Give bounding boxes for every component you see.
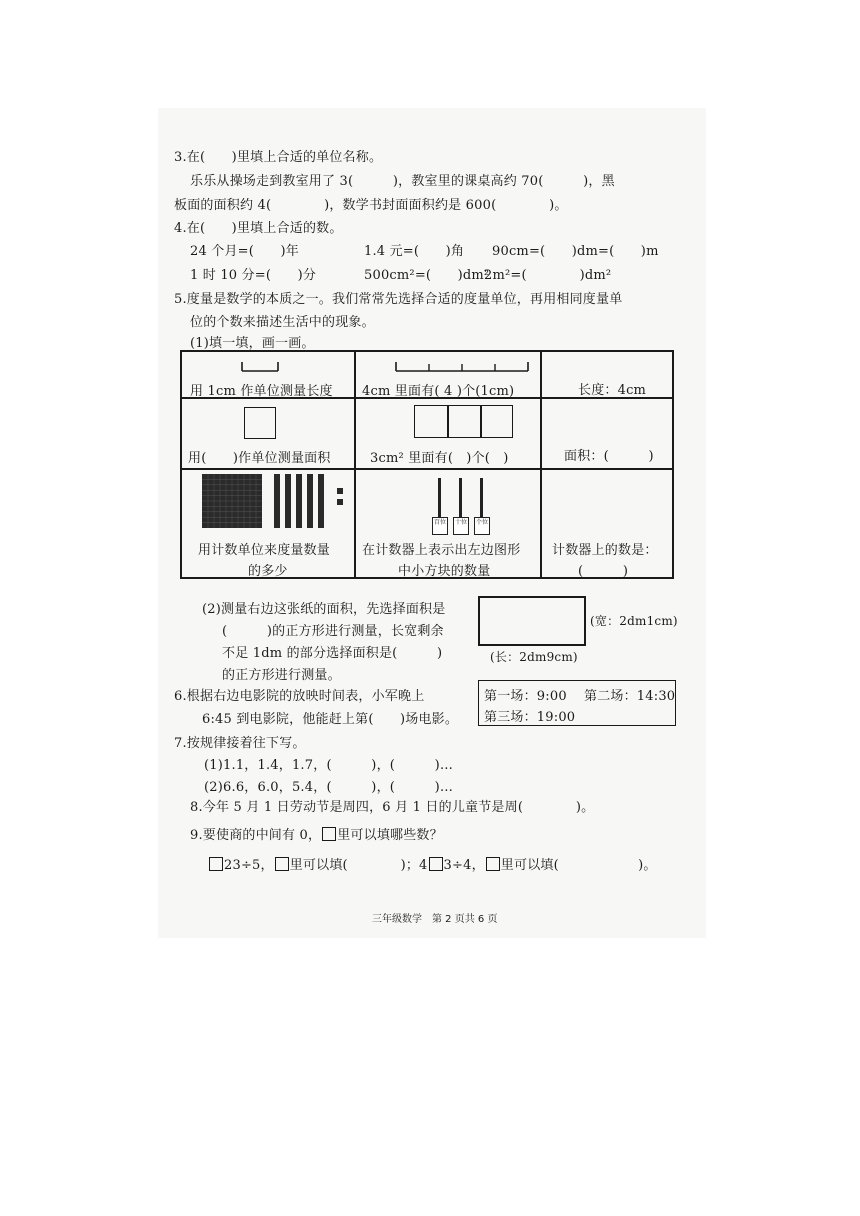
q3-title: 3.在( )里填上合适的单位名称。 [174,150,383,165]
q9-title [190,824,443,843]
table-r3c2a: 在计数器上表示出左边图形 [362,543,521,558]
q7-sequence-1: (1)1.1，1.4，1.7，( )，( )… [204,758,454,773]
q8-text: 8.今年 5 月 1 日劳动节是周四，6 月 1 日的儿童节是周( )。 [190,800,595,815]
abacus-rod-hundreds [438,478,441,518]
abacus-label-hundreds: 百位 [432,517,448,535]
table-r2c2: 3cm² 里面有( )个( ) [370,451,509,466]
q4-item-m2: 2m²=( )dm² [484,268,612,283]
ten-rods [274,474,324,528]
q4-title: 4.在( )里填上合适的数。 [174,221,343,236]
q4-item-hours: 1 时 10 分=( )分 [190,268,317,283]
q9-expr1: 23÷5， [224,858,274,873]
rectangle-divider [480,405,482,438]
table-r1c2: 4cm 里面有( 4 )个(1cm) [362,384,515,399]
q7-sequence-2: (2)6.6，6.0，5.4，( )，( )… [204,780,454,795]
paper-length-label: (长：2dm9cm) [490,650,578,664]
q5-sub2-line2: ( )的正方形进行测量，长宽剩余 [222,624,444,639]
blank-box-icon [209,857,223,871]
table-r1c3: 长度：4cm [578,383,647,398]
q4-item-yuan: 1.4 元=( )角 [364,244,465,259]
one-cm2-square [244,407,276,439]
q5-sub2-line1: (2)测量右边这张纸的面积，先选择面积是 [202,602,446,617]
q9-expressions [208,854,657,873]
table-r2c3: 面积：( ) [564,449,654,464]
q5-sub2-line3: 不足 1dm 的部分选择面积是( ) [222,646,443,661]
abacus-label-ones: 个位 [474,517,490,535]
q5-intro-line2: 位的个数来描述生活中的现象。 [190,315,375,330]
blank-box-icon [275,857,289,871]
table-row-divider [180,468,674,470]
table-col-divider [354,350,356,579]
page-footer: 三年级数学 第 2 页共 6 页 [372,914,498,925]
q7-title: 7.按规律接着往下写。 [174,736,306,751]
blank-box-icon [486,857,500,871]
table-r2c1: 用( )作单位测量面积 [188,451,331,466]
table-col-divider [540,350,542,579]
showtime-1: 第一场：9:00 [484,689,567,704]
table-r3c3a: 计数器上的数是： [552,543,658,558]
showtime-2: 第二场：14:30 [584,689,676,704]
table-r3c1a: 用计数单位来度量数量 [198,543,331,558]
rectangle-divider [447,405,449,438]
q6-line1: 6.根据右边电影院的放映时间表，小军晚上 [174,689,425,704]
three-cm2-rectangle [414,405,513,438]
blank-box-icon [322,827,336,841]
abacus-rod-ones [480,478,483,518]
abacus-label-tens: 十位 [453,517,469,535]
q9-expr2: 3÷4， [443,858,485,873]
one-cm-segment [240,360,280,374]
q9-title-part1: 9.要使商的中间有 0， [190,828,322,843]
hundred-block [202,474,262,528]
q4-item-months: 24 个月=( )年 [190,244,299,259]
table-r3c1b: 的多少 [248,564,288,579]
q9-expr2-answer: 里可以填( )。 [500,858,657,873]
q5-intro-line1: 5.度量是数学的本质之一。我们常常先选择合适的度量单位，再用相同度量单 [174,292,623,307]
blank-box-icon [429,857,443,871]
q5-sub1: (1)填一填，画一画。 [190,336,315,351]
table-r3c3b: ( ) [578,564,629,579]
showtime-3: 第三场：19:00 [484,710,576,725]
table-r3c2b: 中小方块的数量 [398,564,491,579]
table-r1c1: 用 1cm 作单位测量长度 [190,384,333,399]
q9-title-part2: 里可以填哪些数？ [337,828,443,843]
q4-item-cm: 90cm=( )dm=( )m [492,244,659,259]
paper-rectangle [478,596,586,646]
q4-item-cm2: 500cm²=( )dm² [364,268,490,283]
paper-width-label: (宽：2dm1cm) [590,614,678,628]
unit-cubes [337,488,345,508]
abacus-rod-tens [459,478,462,518]
q6-line2: 6:45 到电影院，他能赶上第( )场电影。 [202,712,459,727]
q3-line1: 乐乐从操场走到教室用了 3( )，教室里的课桌高约 70( )，黑 [190,174,615,189]
q3-line2: 板面的面积约 4( )，数学书封面面积约是 600( )。 [174,198,568,213]
q5-sub2-line4: 的正方形进行测量。 [222,668,341,683]
q9-expr1-answer: 里可以填( )；4 [289,858,428,873]
four-cm-ruler [394,360,530,374]
